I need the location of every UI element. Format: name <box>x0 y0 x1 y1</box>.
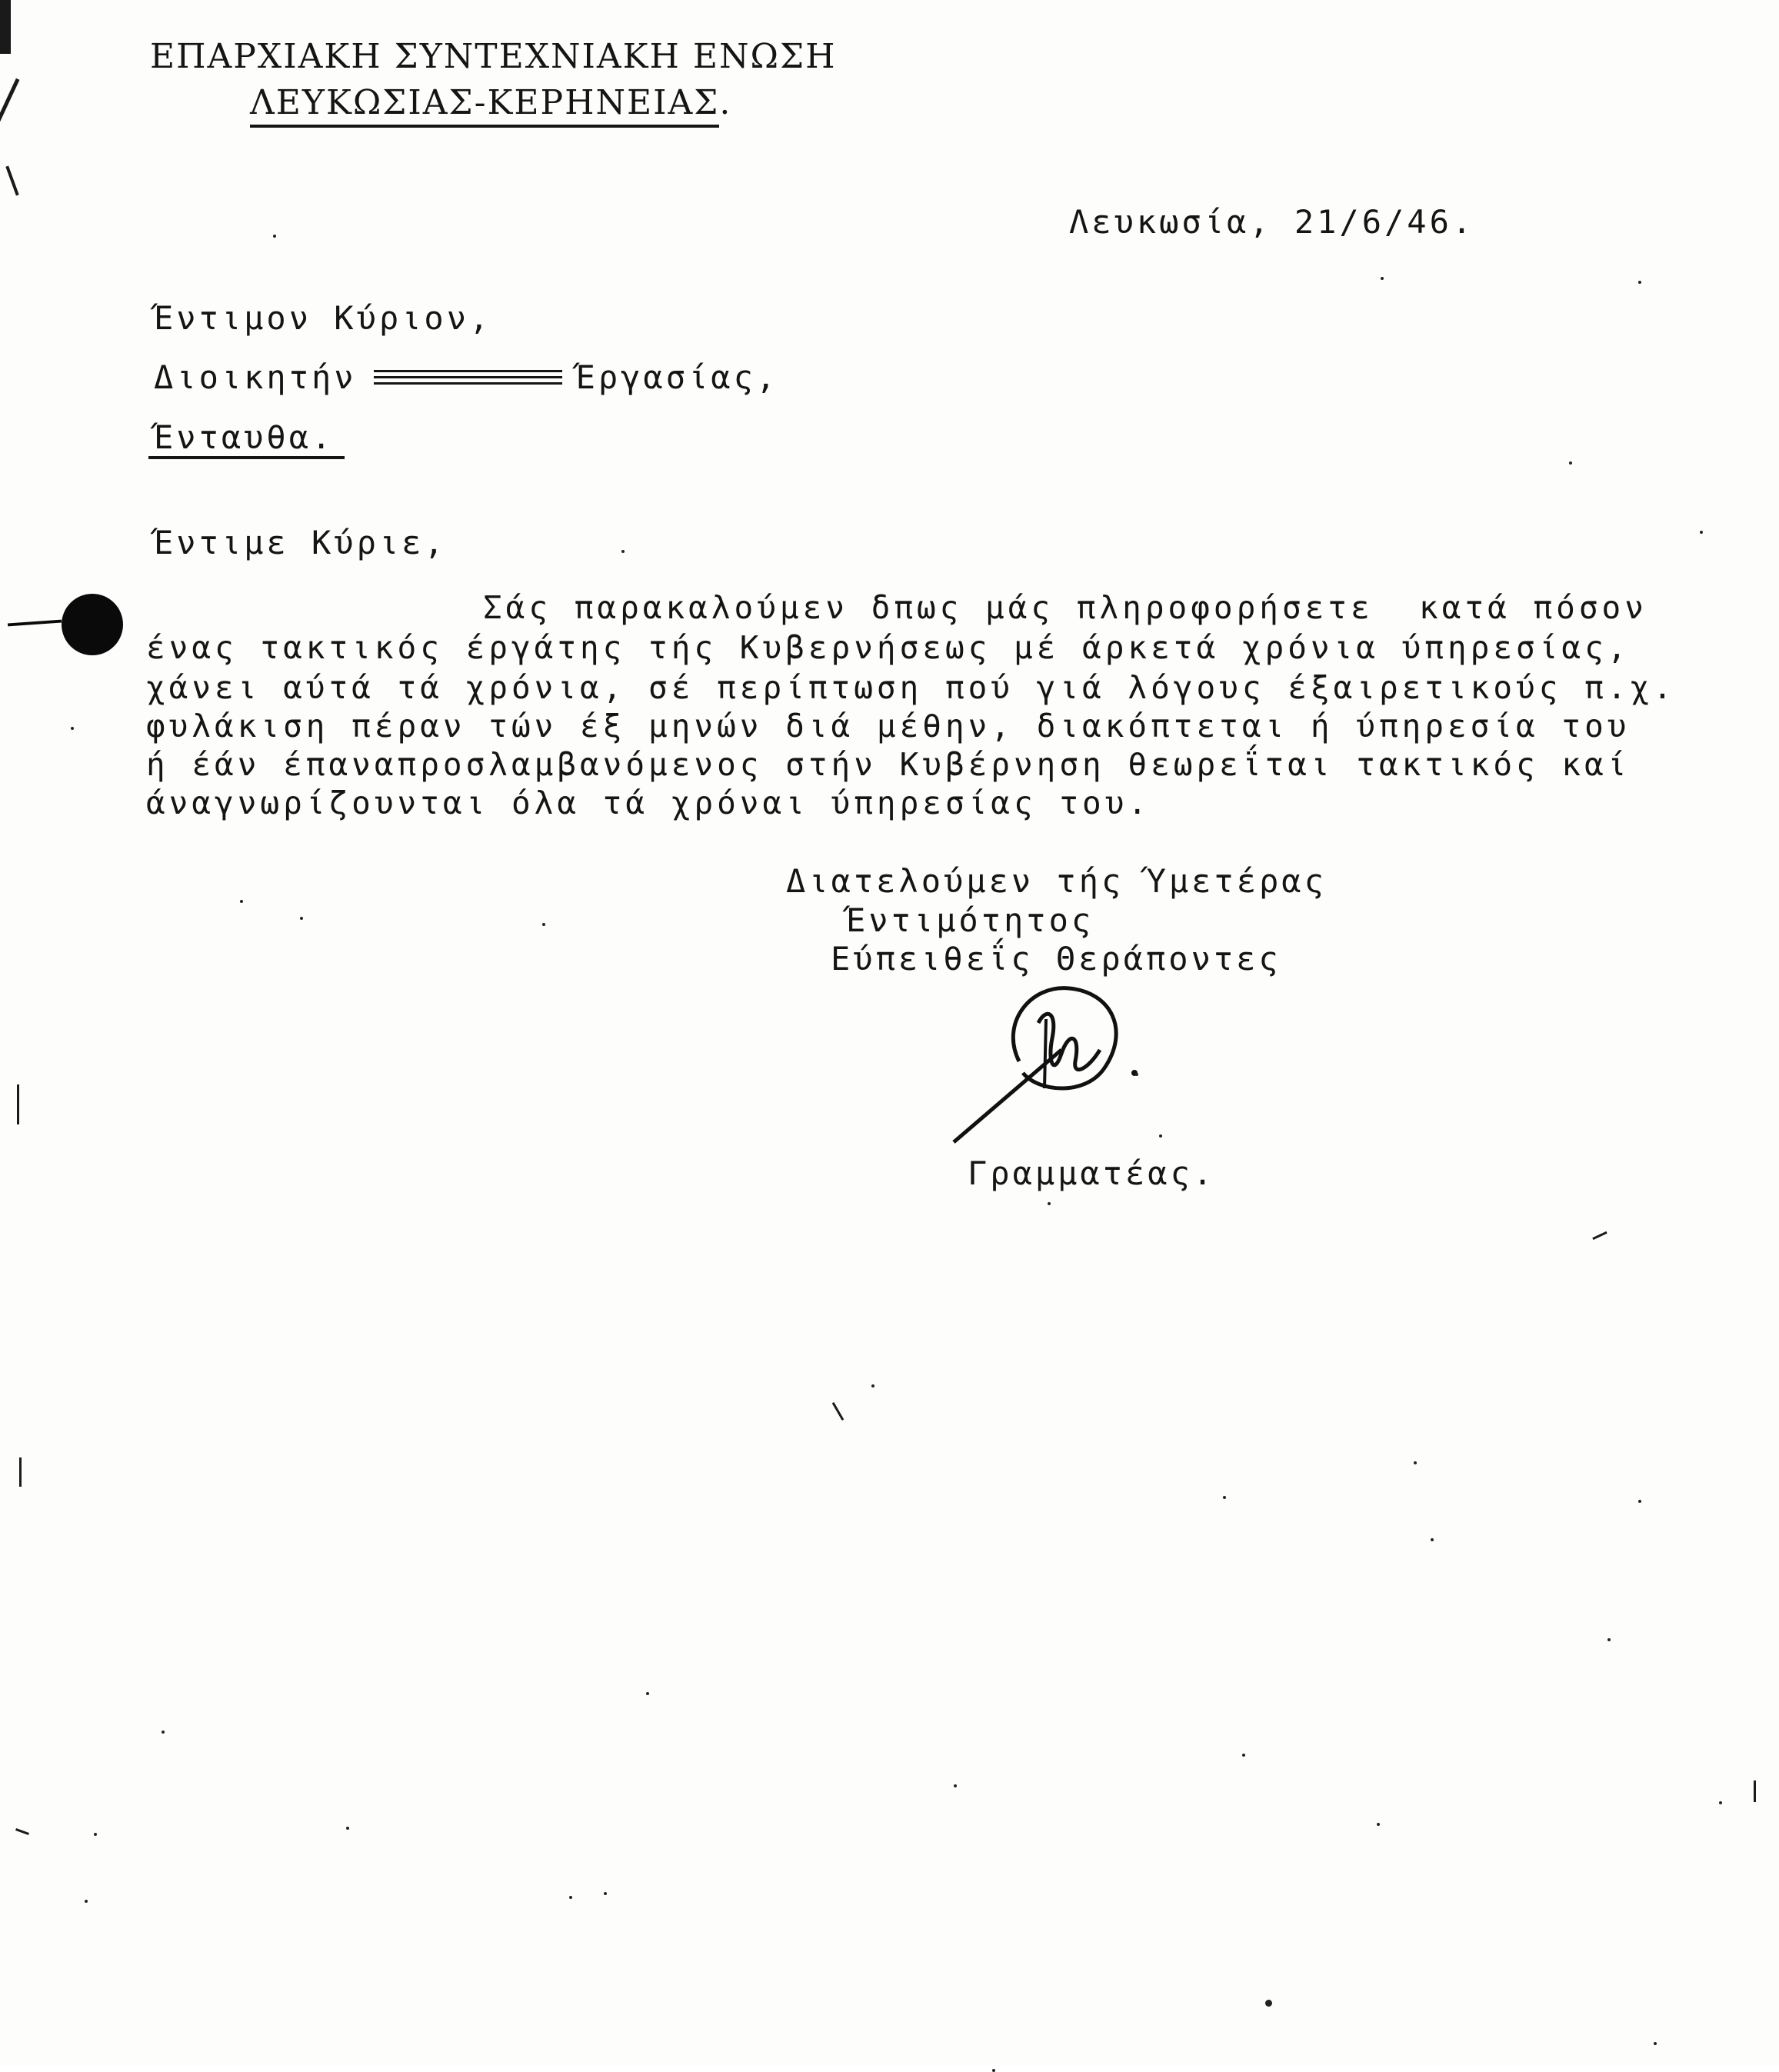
paper-speck <box>871 1384 875 1387</box>
paper-speck <box>1431 1538 1434 1541</box>
recipient-line-1: Έντιμον Κύριον, <box>154 299 492 337</box>
paper-speck <box>1719 1801 1722 1804</box>
paper-speck <box>1569 461 1572 465</box>
edge-mark <box>1754 1781 1756 1802</box>
paper-speck <box>604 1892 607 1895</box>
paper-speck <box>1265 2000 1272 2007</box>
recipient-place: Ένταυθα. <box>154 418 335 456</box>
paper-speck <box>1414 1461 1417 1464</box>
body-line: ένας τακτικός έργάτης τής Κυβερνήσεως μέ άρκετά χρόνια ύπηρεσίας, <box>146 629 1631 666</box>
struck-out-word <box>374 362 562 393</box>
paper-speck <box>162 1731 165 1734</box>
paper-speck <box>1135 1073 1138 1076</box>
paper-speck <box>94 1833 97 1836</box>
edge-mark <box>0 0 11 54</box>
body-line: χάνει αύτά τά χρόνια, σέ περίπτωση πού γιά λόγους έξαιρετικούς π.χ. <box>146 669 1676 706</box>
paper-speck <box>273 235 276 238</box>
edge-mark <box>1592 1231 1607 1240</box>
edge-mark <box>15 1828 29 1835</box>
paper-speck <box>1638 1500 1641 1503</box>
paper-speck <box>992 2069 995 2072</box>
body-line: Σάς παρακαλούμεν δπως μάς πληροφορήσετε κατά πόσον <box>483 589 1647 626</box>
paper-speck <box>1638 281 1641 284</box>
recipient-line-2 <box>154 358 779 396</box>
edge-mark <box>17 1084 19 1124</box>
letterhead-line-2: ΛΕΥΚΩΣΙΑΣ-ΚΕΡΗΝΕΙΑΣ. <box>250 83 732 122</box>
paper-speck <box>1381 277 1384 280</box>
letterhead-line-1: ΕΠΑΡΧΙΑΚΗ ΣΥΝΤΕΧΝΙΑΚΗ ΕΝΩΣΗ <box>150 37 837 76</box>
paper-speck <box>1242 1754 1245 1757</box>
edge-mark <box>832 1402 845 1421</box>
date-line: Λευκωσία, 21/6/46. <box>1069 203 1475 241</box>
paper-speck <box>569 1896 572 1899</box>
place-underline <box>148 456 345 459</box>
recipient-title: Διοικητήν <box>154 358 357 396</box>
recipient-department: Έργασίας, <box>575 358 779 396</box>
paper-speck <box>954 1784 957 1787</box>
ink-blot-tail <box>8 620 62 627</box>
ink-blot <box>62 594 123 655</box>
paper-speck <box>1607 1638 1611 1641</box>
body-line: άναγνωρίζουνται όλα τά χρόναι ύπηρεσίας του. <box>146 784 1151 821</box>
letterhead-underline <box>250 125 719 128</box>
edge-mark <box>0 78 19 122</box>
paper-speck <box>85 1900 88 1903</box>
closing-line-2: Έντιμότητος <box>846 901 1094 939</box>
paper-speck <box>240 900 243 903</box>
paper-speck <box>542 923 545 926</box>
paper-speck <box>1377 1823 1380 1826</box>
paper-speck <box>1159 1134 1162 1138</box>
paper-speck <box>300 917 303 920</box>
paper-speck <box>1048 1202 1051 1205</box>
closing-line-3: Εύπειθεΐς Θεράποντες <box>831 940 1281 978</box>
paper-speck <box>71 727 74 730</box>
paper-speck <box>346 1827 349 1830</box>
body-line: ή έάν έπαναπροσλαμβανόμενος στήν Κυβέρνηση θεωρεΐται τακτικός καί <box>146 746 1631 783</box>
closing-line-1: Διατελούμεν τής Ύμετέρας <box>786 862 1327 900</box>
paper-speck <box>1223 1496 1226 1499</box>
paper-speck <box>646 1692 649 1695</box>
paper-speck <box>621 550 625 553</box>
edge-mark <box>19 1457 22 1487</box>
edge-mark <box>5 166 18 196</box>
signatory-title: Γραμματέας. <box>968 1154 1216 1192</box>
salutation: Έντιμε Κύριε, <box>154 524 447 561</box>
paper-speck <box>1654 2042 1657 2045</box>
body-line: φυλάκιση πέραν τών έξ μηνών διά μέθην, διακόπτεται ή ύπηρεσία του <box>146 708 1631 745</box>
paper-speck <box>1700 531 1703 534</box>
handwritten-signature <box>946 977 1146 1154</box>
